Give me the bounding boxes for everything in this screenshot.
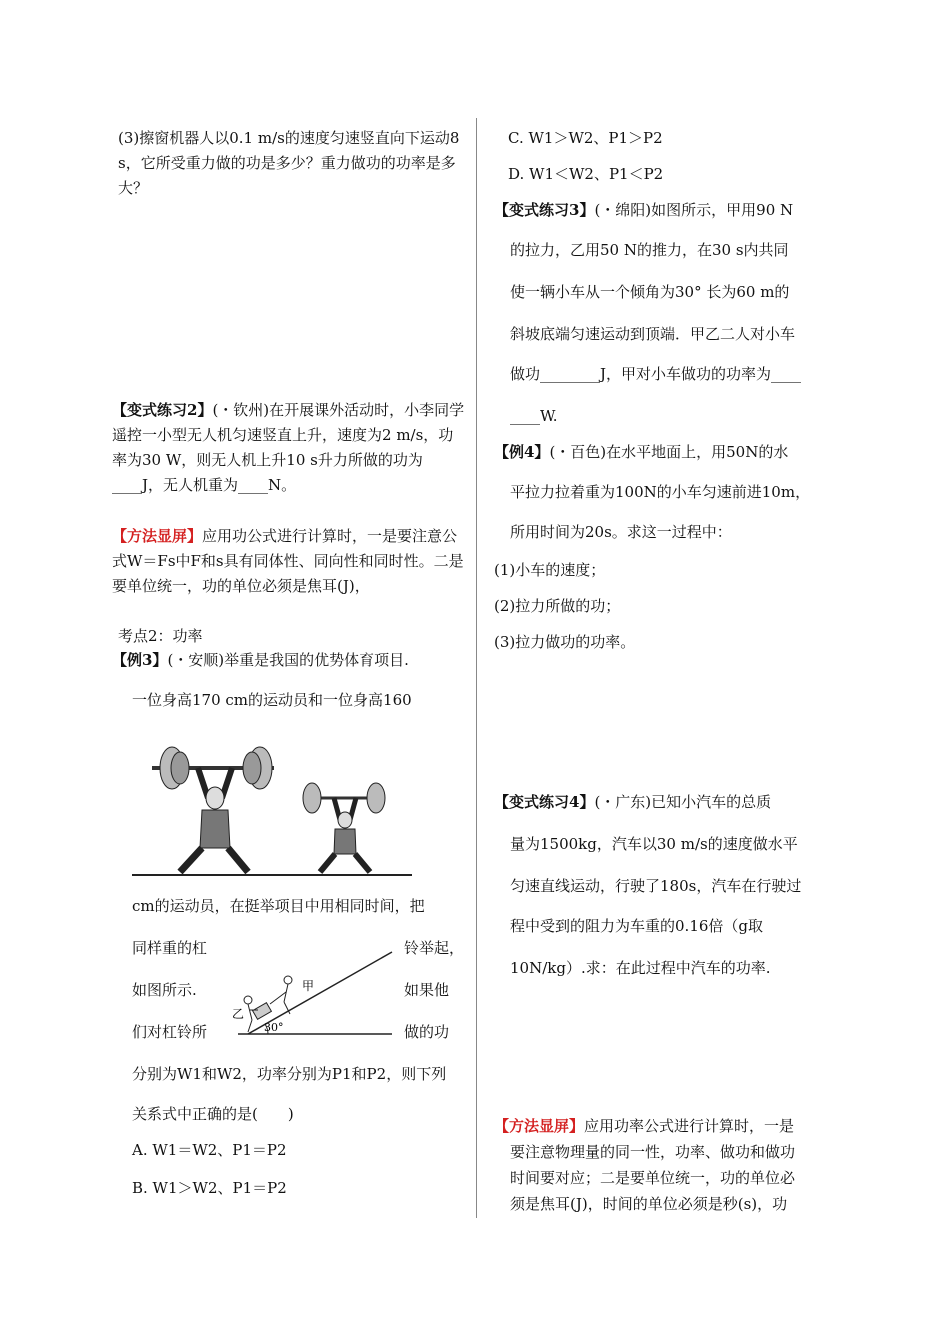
example-3-line5a: 如图所示. — [132, 981, 197, 999]
exercise-3-tag: 【变式练习3】 — [494, 201, 595, 219]
label-jia: 甲 — [302, 979, 315, 993]
exercise-4-line1 — [494, 792, 771, 812]
example-4-line3: 所用时间为20s。求这一过程中： — [510, 523, 732, 541]
exercise-3-text: (・绵阳)如图所示，甲用90 N — [594, 201, 794, 219]
example-4-text: (・百色)在水平地面上，用50N的水 — [549, 443, 789, 461]
example-3-tag: 【例3】 — [112, 651, 168, 669]
example-3-line2: 一位身高170 cm的运动员和一位身高160 — [132, 691, 412, 709]
exercise-4-line4: 程中受到的阻力为车重的0.16倍（g取 — [510, 917, 764, 935]
method-tip-2-line4: 须是焦耳(J)，时间的单位必须是秒(s)，功 — [510, 1195, 788, 1213]
exercise-3-line2: 的拉力，乙用50 N的推力，在30 s内共同 — [510, 241, 789, 259]
example-4-q2: (2)拉力所做的功； — [494, 597, 621, 615]
question-3: (3)擦窗机器人以0.1 m/s的速度匀速竖直向下运动8 s，它所受重力做的功是多少？重力做功的功率是多大？ — [118, 129, 460, 197]
exercise-3-line5: 做功________J，甲对小车做功的功率为____ — [510, 365, 802, 383]
exercise-4-tag: 【变式练习4】 — [494, 793, 595, 811]
option-a: A. W1＝W2、P1＝P2 — [132, 1141, 287, 1159]
example-3-line8: 关系式中正确的是( ) — [132, 1105, 294, 1123]
example-4-line1 — [494, 442, 788, 462]
method-tip-1-tag: 【方法显屏】 — [112, 527, 203, 545]
option-c: C. W1＞W2、P1＞P2 — [508, 129, 663, 147]
option-d: D. W1＜W2、P1＜P2 — [508, 165, 664, 183]
slope-angle-label: 30° — [264, 1021, 284, 1034]
weightlifters-figure — [132, 740, 412, 880]
method-tip-2-text: 应用功率公式进行计算时，一是 — [584, 1117, 795, 1135]
exercise-2-tag: 【变式练习2】 — [112, 401, 213, 419]
exercise-2-body: (・钦州)在开展课外活动时，小李同学遥控一小型无人机匀速竖直上升，速度为2 m/s，功率为30 W，则无人机上升10 s升力所做的功为____J，无人机重为____N。 — [112, 401, 465, 494]
exercise-4-line3: 匀速直线运动，行驶了180s，汽车在行驶过 — [510, 877, 802, 895]
example-3-line1 — [112, 650, 409, 670]
example-3-line3: cm的运动员，在挺举项目中用相同时间，把 — [132, 897, 425, 915]
method-tip-1-body: 应用功公式进行计算时，一是要注意公式W＝Fs中F和s具有同体性、同向性和同时性。二是要单位统一，功的单位必须是焦耳(J)， — [112, 527, 464, 595]
exercise-4-line2: 量为1500kg，汽车以30 m/s的速度做水平 — [510, 835, 798, 853]
exercise-4-text: (・广东)已知小汽车的总质 — [594, 793, 772, 811]
example-3-line7: 分别为W1和W2，功率分别为P1和P2，则下列 — [132, 1065, 447, 1083]
column-divider — [476, 118, 477, 1218]
exercise-3-line3: 使一辆小车从一个倾角为30° 长为60 m的 — [510, 283, 790, 301]
exercise-3-line1 — [494, 200, 793, 220]
label-yi: 乙 — [232, 1007, 245, 1021]
method-tip-2-line2: 要注意物理量的同一性，功率、做功和做功 — [510, 1143, 796, 1161]
example-3-line4a: 同样重的杠 — [132, 939, 208, 957]
example-3-line5b: 如果他 — [404, 981, 450, 999]
example-4-tag: 【例4】 — [494, 443, 550, 461]
example-4-q1: (1)小车的速度； — [494, 561, 606, 579]
option-b: B. W1＞W2、P1＝P2 — [132, 1179, 287, 1197]
exercise-3-line6: ____W. — [510, 407, 558, 425]
slope-figure — [228, 946, 396, 1038]
method-tip-2-line3: 时间要对应；二是要单位统一，功的单位必 — [510, 1169, 796, 1187]
example-3-text: (・安顺)举重是我国的优势体育项目. — [167, 651, 409, 669]
example-4-line2: 平拉力拉着重为100N的小车匀速前进10m， — [510, 483, 811, 501]
exercise-3-line4: 斜坡底端匀速运动到顶端．甲乙二人对小车 — [510, 325, 796, 343]
method-tip-1 — [112, 524, 468, 599]
example-3-line4b: 铃举起， — [404, 939, 465, 957]
example-3-line6b: 做的功 — [404, 1023, 450, 1041]
method-tip-2-line1 — [494, 1116, 794, 1136]
example-3-line6a: 们对杠铃所 — [132, 1023, 208, 1041]
exercise-2 — [112, 398, 468, 498]
example-4-q3: (3)拉力做功的功率。 — [494, 633, 636, 651]
exercise-4-line5: 10N/kg）.求：在此过程中汽车的功率. — [510, 959, 771, 977]
section-heading-power: 考点2：功率 — [118, 627, 203, 645]
method-tip-2-tag: 【方法显屏】 — [494, 1117, 585, 1135]
